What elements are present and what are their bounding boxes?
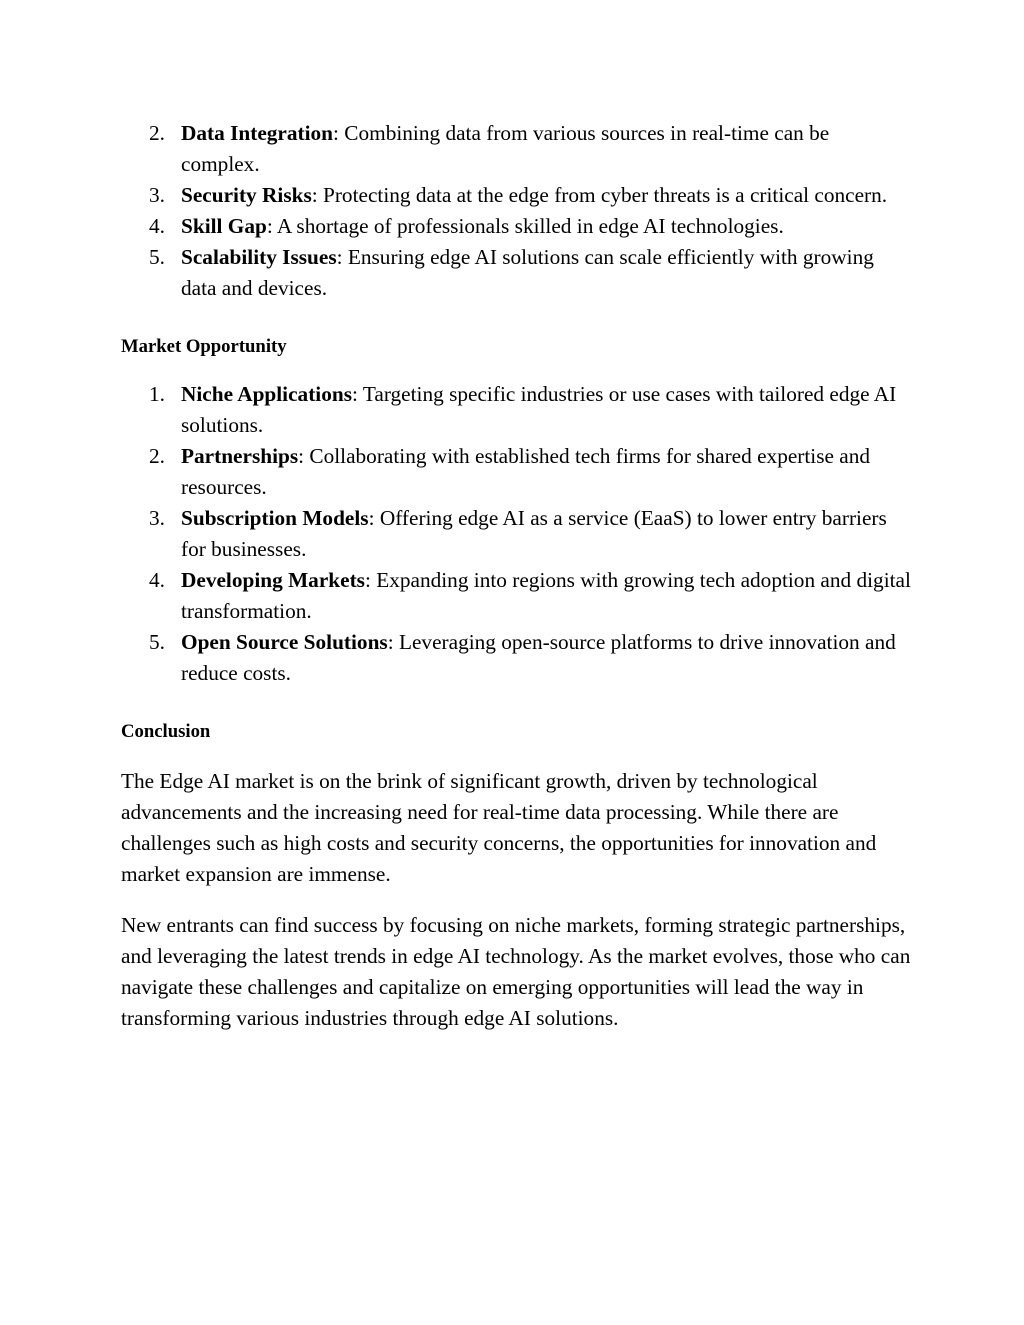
- conclusion-paragraph: The Edge AI market is on the brink of significant growth, driven by technological advancements and the increasing need for real-time data processing. While there are challenges such as high costs and security concerns, the opportunities for innovation and market expansion are immense.: [121, 769, 877, 886]
- list-item: [121, 627, 911, 689]
- list-description: : Expanding into regions with growing tech adoption and digital transformation.: [181, 568, 911, 623]
- list-number: 3.: [149, 506, 165, 530]
- list-number: 2.: [149, 444, 165, 468]
- list-term: Data Integration: [181, 121, 334, 145]
- list-item: [121, 180, 911, 211]
- list-description: : Protecting data at the edge from cyber threats is a critical concern.: [311, 183, 888, 207]
- list-description: : A shortage of professionals skilled in edge AI technologies.: [266, 214, 784, 238]
- list-term: Partnerships: [181, 444, 299, 468]
- list-term: Security Risks: [181, 183, 312, 207]
- list-item: [121, 211, 911, 242]
- list-term: Niche Applications: [181, 382, 352, 406]
- list-number: 1.: [149, 382, 165, 406]
- list-number: 4.: [149, 568, 165, 592]
- list-number: 5.: [149, 245, 165, 269]
- list-description: : Targeting specific industries or use cases with tailored edge AI solutions.: [181, 382, 897, 437]
- list-item: [121, 379, 911, 441]
- list-term: Developing Markets: [181, 568, 365, 592]
- conclusion-heading: Conclusion: [121, 721, 211, 742]
- list-term: Scalability Issues: [181, 245, 337, 269]
- market-opportunity-heading: Market Opportunity: [121, 336, 287, 357]
- list-item: [121, 242, 911, 304]
- list-item: [121, 565, 911, 627]
- list-number: 5.: [149, 630, 165, 654]
- market-opportunity-list: [121, 379, 911, 689]
- list-term: Subscription Models: [181, 506, 369, 530]
- list-term: Skill Gap: [181, 214, 267, 238]
- list-number: 2.: [149, 121, 165, 145]
- list-item: [121, 503, 911, 565]
- list-description: : Collaborating with established tech firms for shared expertise and resources.: [181, 444, 871, 499]
- list-description: : Leveraging open-source platforms to drive innovation and reduce costs.: [181, 630, 896, 685]
- list-number: 3.: [149, 183, 165, 207]
- list-term: Open Source Solutions: [181, 630, 388, 654]
- conclusion-paragraph: New entrants can find success by focusing on niche markets, forming strategic partnerships, and leveraging the latest trends in edge AI technology. As the market evolves, those who can navigate these challenges and capitalize on emerging opportunities will lead the way in transforming various industries through edge AI solutions.: [121, 913, 911, 1030]
- list-number: 4.: [149, 214, 165, 238]
- document-page: [121, 118, 911, 1034]
- list-description: : Offering edge AI as a service (EaaS) to lower entry barriers for businesses.: [181, 506, 887, 561]
- list-item: [121, 441, 911, 503]
- list-item: [121, 118, 911, 180]
- challenges-list: [121, 118, 911, 304]
- list-description: : Ensuring edge AI solutions can scale efficiently with growing data and devices.: [181, 245, 874, 300]
- list-description: : Combining data from various sources in real-time can be complex.: [181, 121, 830, 176]
